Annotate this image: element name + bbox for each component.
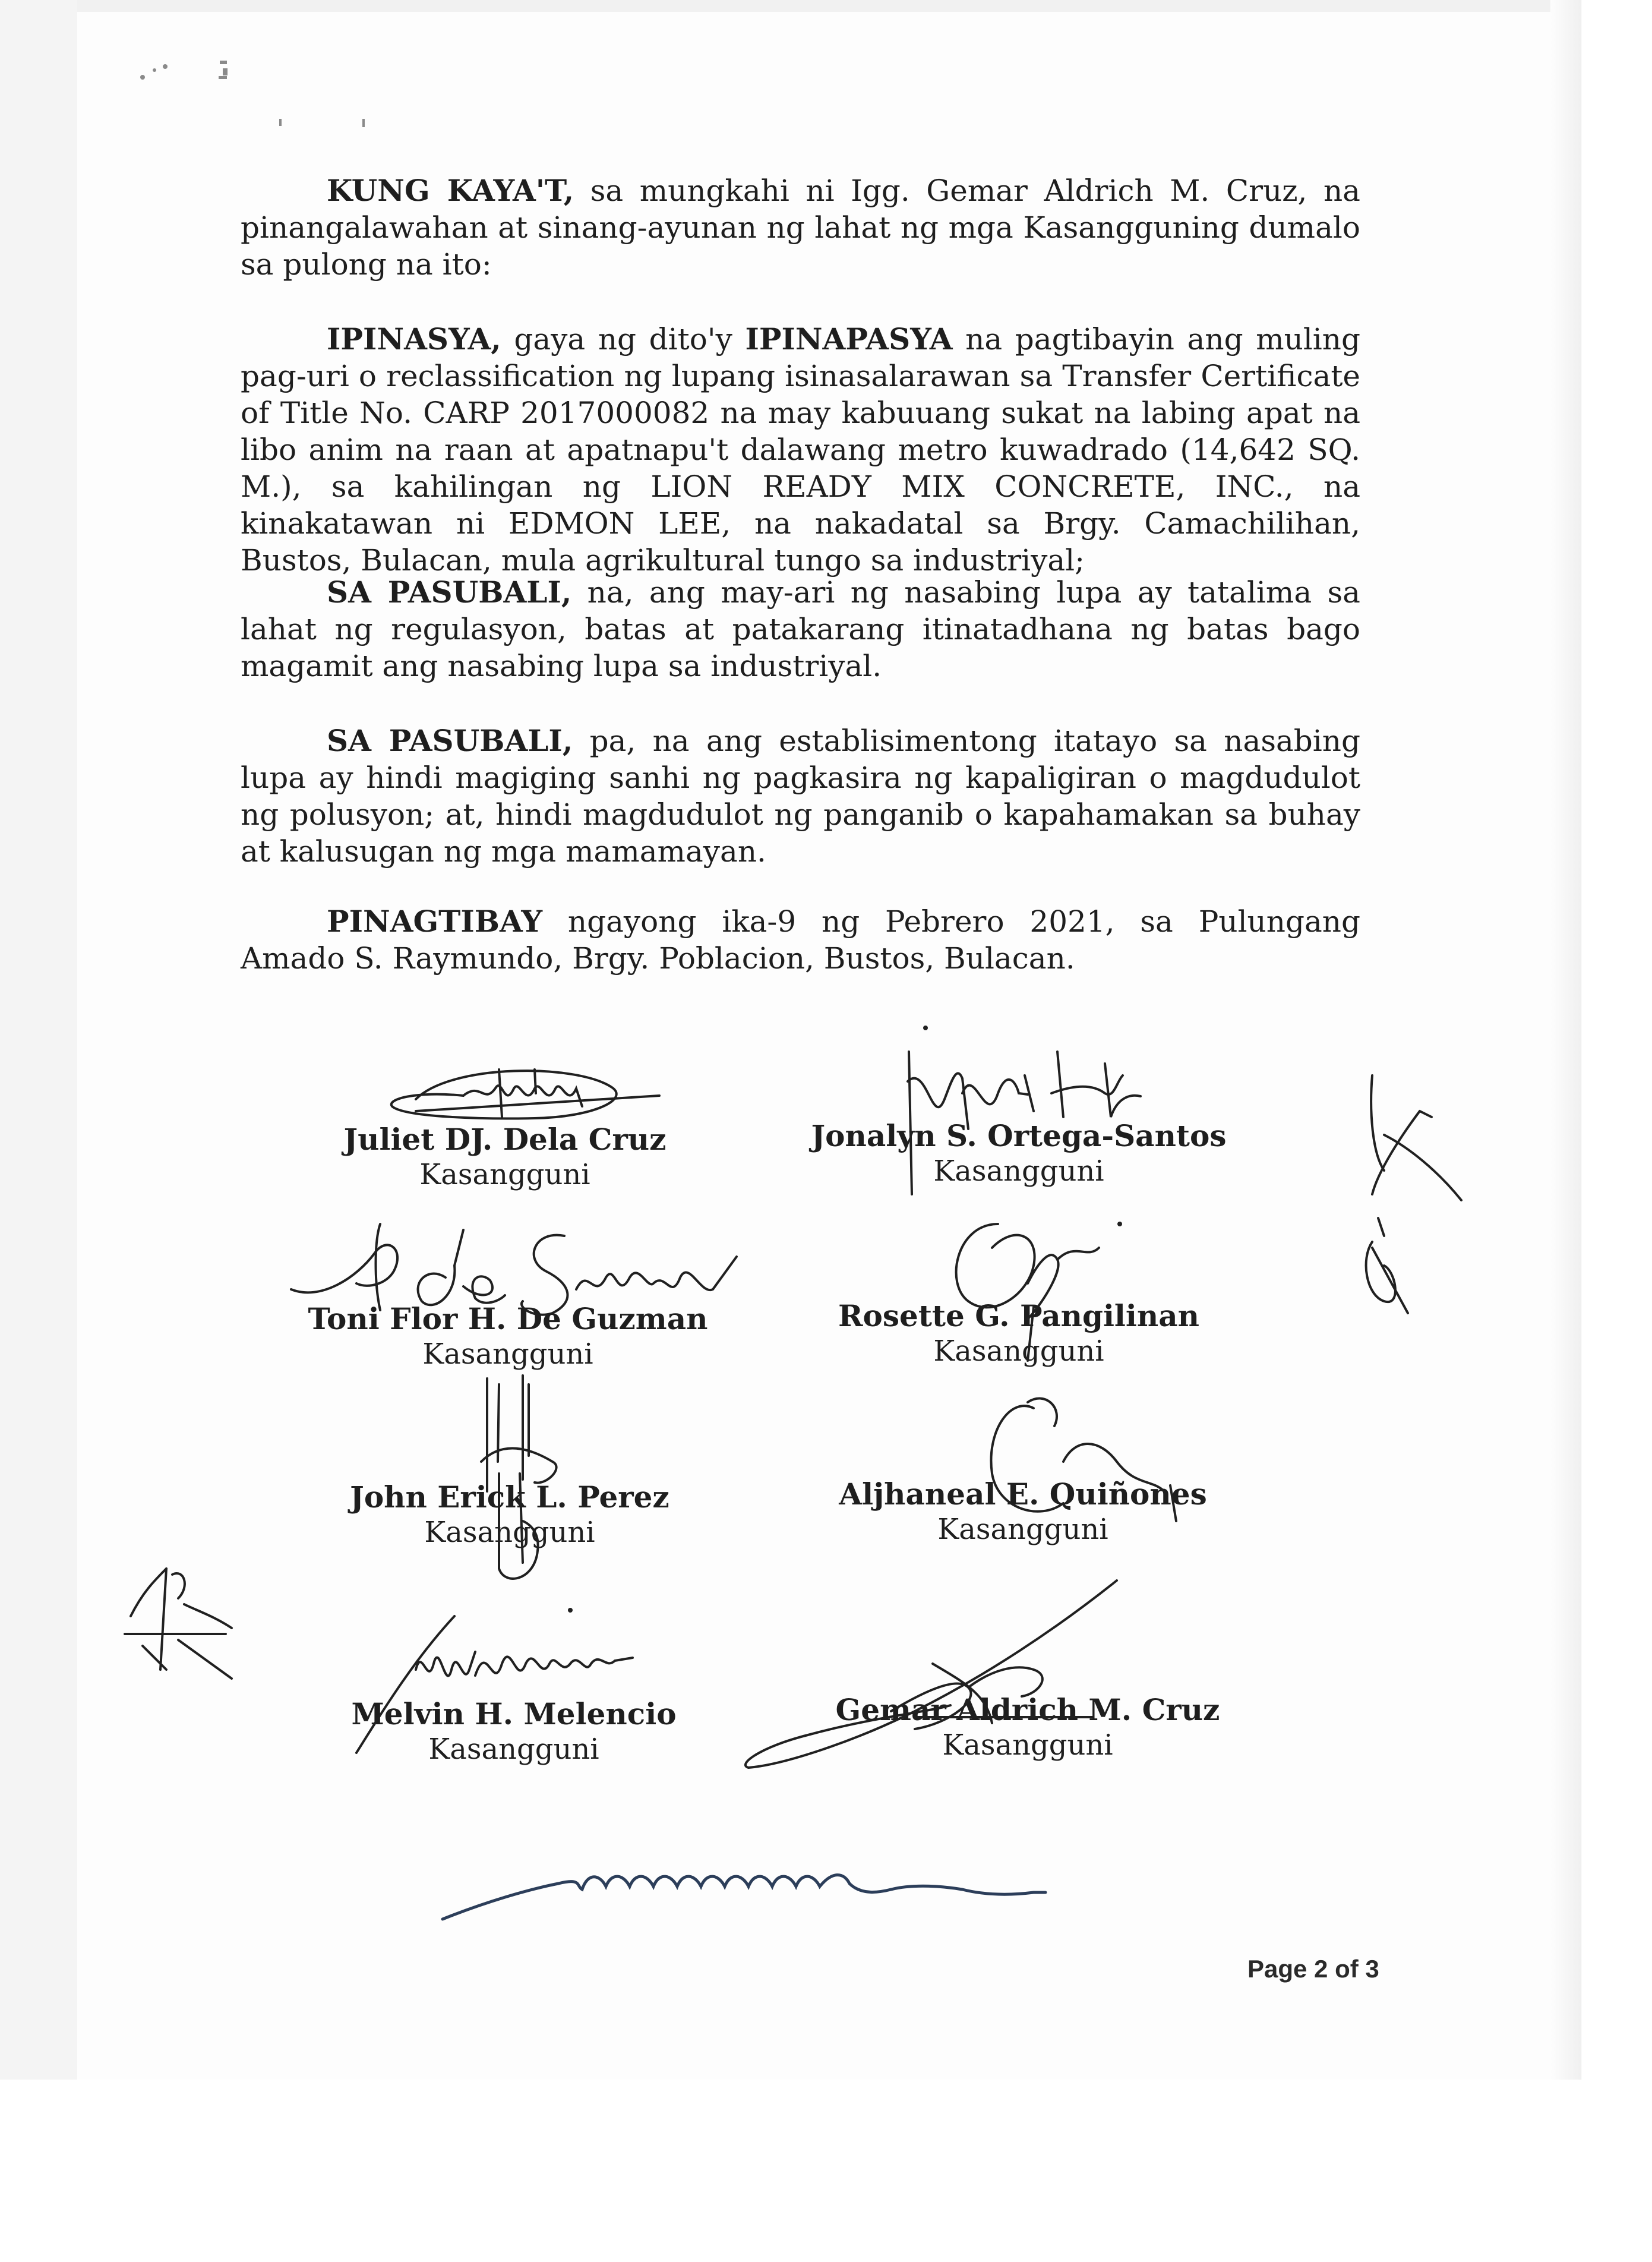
blue-ink-signature	[440, 1830, 1057, 1925]
paragraph-text: gaya ng dito'y	[501, 322, 746, 357]
signatory-title: Kasangguni	[422, 1337, 593, 1371]
signatory-name: John Erick L. Perez	[350, 1479, 669, 1515]
paragraph-lead: KUNG KAYA'T,	[327, 173, 574, 208]
scan-margin-bottom	[0, 2080, 1652, 2262]
signatory-title: Kasangguni	[424, 1516, 595, 1549]
margin-initials-right	[1348, 1064, 1479, 1325]
paragraph-sa-pasubali-1	[241, 574, 1360, 684]
paragraph-lead: SA PASUBALI,	[327, 575, 572, 610]
paragraph-pinagtibay	[241, 903, 1360, 977]
scan-edge-left	[0, 0, 77, 2080]
paragraph-text: ngayong ika-9 ng Pebrero 2021, sa Pulungang Amado S. Raymundo, Brgy. Poblacion, Bustos, Bulacan.	[241, 904, 1360, 976]
signatory-title: Kasangguni	[428, 1733, 599, 1766]
page-number: Page 2 of 3	[1247, 1955, 1379, 1983]
signatory-title: Kasangguni	[419, 1158, 590, 1191]
signatory-title: Kasangguni	[933, 1154, 1104, 1188]
paragraph-text: sa mungkahi ni Igg. Gemar Aldrich M. Cruz, na pinangalawahan at sinang-ayunan ng lahat ng mga Kasangguning dumalo sa pulong na ito:	[241, 173, 1360, 282]
signature-melvin	[350, 1604, 683, 1759]
scan-edge-right	[1550, 0, 1652, 2080]
signatory-name: Melvin H. Melencio	[351, 1696, 677, 1731]
margin-initials-left	[119, 1533, 238, 1687]
paragraph-sa-pasubali-2	[241, 723, 1360, 870]
paragraph-kung-kayat	[241, 172, 1360, 283]
signatory-name: Aljhaneal E. Quiñones	[839, 1477, 1207, 1512]
paragraph-ipinasya	[241, 321, 1360, 579]
signatory-name: Rosette G. Pangilinan	[838, 1298, 1200, 1333]
paragraph-text: na, ang may-ari ng nasabing lupa ay tatalima sa lahat ng regulasyon, batas at patakarang itinatadhana ng batas bago magamit ang nasabing lupa sa industriyal.	[241, 575, 1360, 683]
scan-edge-top	[0, 0, 1652, 12]
signature-jonalyn	[879, 1028, 1188, 1206]
signature-juliet	[380, 1052, 689, 1147]
signature-john	[463, 1373, 594, 1586]
signature-aljhaneal	[962, 1384, 1188, 1563]
paragraph-text: pa, na ang establisimentong itatayo sa nasabing lupa ay hindi magiging sanhi ng pagkasira ng kapaligiran o magdudulot ng polusyon; at, hindi magdudulot ng panganib o kapahamakan sa buhay at kalusugan ng mga mamamayan.	[241, 724, 1360, 869]
signature-toni	[285, 1212, 748, 1361]
signatory-title: Kasangguni	[937, 1513, 1108, 1546]
paragraph-lead: IPINASYA,	[327, 321, 501, 357]
signatory-name: Jonalyn S. Ortega-Santos	[811, 1118, 1227, 1153]
paragraph-lead: SA PASUBALI,	[327, 723, 573, 758]
signatory-title: Kasangguni	[942, 1728, 1113, 1762]
signature-rosette	[921, 1212, 1170, 1390]
paragraph-lead-2: IPINAPASYA	[745, 321, 953, 357]
signature-gemar	[737, 1575, 1141, 1788]
paragraph-text-2: na pagtibayin ang muling pag-uri o reclassification ng lupang isinasalarawan sa Transfer Certificate of Title No. CARP 2017000082 na may kabuuang sukat na labing apat na libo anim na raan at apatnapu't dalawang metro kuwadrado (14,642 SQ. M.), sa kahilingan ng LION READY MIX CONCRETE, INC., na kinakatawan ni EDMON LEE, na nakadatal sa Brgy. Camachilihan, Bustos, Bulacan, mula agrikultural tungo sa industriyal;	[241, 322, 1361, 578]
scan-specks	[131, 53, 380, 143]
signatory-name: Juliet DJ. Dela Cruz	[343, 1122, 667, 1157]
signatory-title: Kasangguni	[933, 1335, 1104, 1368]
signatory-name: Toni Flor H. De Guzman	[308, 1301, 708, 1336]
signatory-name: Gemar Aldrich M. Cruz	[835, 1692, 1220, 1727]
paragraph-lead: PINAGTIBAY	[327, 904, 543, 939]
